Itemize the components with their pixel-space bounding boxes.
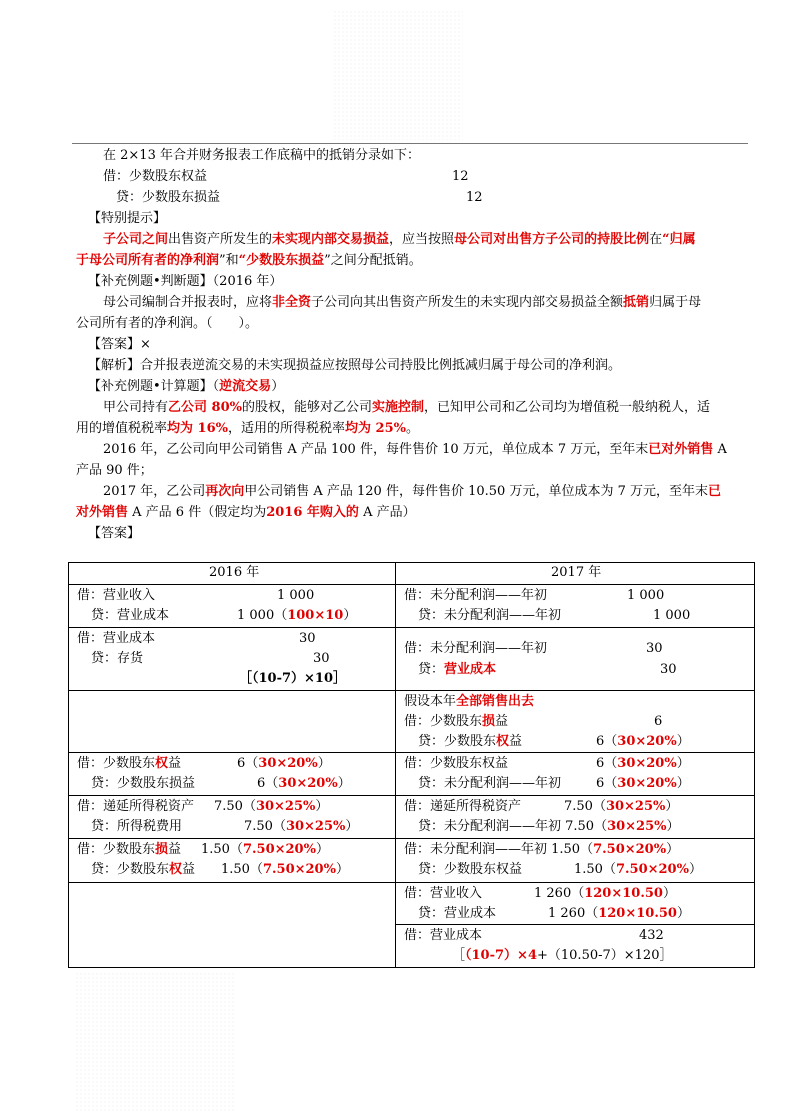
table-row: 借：少数股东权益 6（30×20%） 贷：少数股东损益 6（30×20%） [69,753,396,796]
table-row [69,883,396,967]
calc-para-2017b: 对外销售 A 产品 6 件（假定均为2016 年购入的 A 产品） [76,505,416,520]
table-row: 借：少数股东权益 6（30×20%） 贷：未分配利润——年初 6（30×20%） [396,753,754,796]
entry-credit-amount: 12 [466,190,483,205]
answer-heading: 【答案】 [88,526,141,541]
table-row: 借：营业成本 30 贷：存货 30 ［（10-7）×10］ [69,628,396,691]
tip-line-1: 子公司之间出售资产所发生的未实现内部交易损益，应当按照母公司对出售方子公司的持股比例在“归属 [103,232,696,247]
tip-line-2: 于母公司所有者的净利润”和“少数股东损益”之间分配抵销。 [76,253,422,268]
table-row: 借：未分配利润——年初 1 000 贷：未分配利润——年初 1 000 [396,585,754,628]
table-row: 借：营业成本 432 ［（10-7）×4+（10.50-7）×120］ [404,928,673,963]
table-row: 借：营业收入 1 000 贷：营业成本 1 000（100×10） [69,585,396,628]
calc-para-1: 甲公司持有乙公司 80%的股权，能够对乙公司实施控制，已知甲公司和乙公司均为增值税一般纳税人，适 [103,400,711,415]
table-header-2017: 2017 年 [396,563,754,585]
calc-para-2016b: 产品 90 件； [76,463,153,478]
table-header-2016: 2016 年 [69,563,396,585]
answer-table [68,562,755,968]
table-row: 借：递延所得税资产 7.50（30×25%） 贷：未分配利润——年初 7.50（30×25%） [396,796,754,839]
example-judgment-heading: 【补充例题•判断题】（2016 年） [88,274,283,289]
judgment-question-1: 母公司编制合并报表时，应将非全资子公司向其出售资产所发生的未实现内部交易损益全额抵销归属于母 [103,295,702,310]
judgment-question-2: 公司所有者的净利润。（ ）。 [76,316,259,331]
table-row: 借：少数股东损益 1.50（7.50×20%） 贷：少数股东权益 1.50（7.50×20%） [69,839,396,883]
answer-line: 【答案】× [88,337,151,352]
table-row: 借：营业收入 1 260（120×10.50） 贷：营业成本 1 260（120×10.50） [396,883,754,925]
special-tip-heading: 【特别提示】 [88,211,167,226]
bottom-watermark-noise [75,972,235,1112]
calc-para-1b: 用的增值税税率均为 16%，适用的所得税税率均为 25%。 [76,421,420,436]
table-row: 借：未分配利润——年初 30 贷：营业成本 30 [396,628,754,691]
table-row: 假设本年全部销售出去 借：少数股东损益 6 贷：少数股东权益 6（30×20%） [396,691,754,753]
entry-debit: 借：少数股东权益 [103,169,208,184]
entry-debit-amount: 12 [452,169,469,184]
intro-line: 在 2×13 年合并财务报表工作底稿中的抵销分录如下： [103,148,420,163]
table-row: 借：未分配利润——年初 1.50（7.50×20%） 贷：少数股东权益 1.50（7.50×20%） [396,839,754,883]
analysis-line: 【解析】合并报表逆流交易的未实现损益应按照母公司持股比例抵减归属于母公司的净利润。 [88,358,622,373]
example-calc-heading: 【补充例题•计算题】（逆流交易） [88,379,285,394]
calc-para-2016: 2016 年，乙公司向甲公司销售 A 产品 100 件，每件售价 10 万元，单位成本 7 万元，至年末已对外销售 A [103,442,727,457]
table-row [69,691,396,753]
table-row: 借：递延所得税资产 7.50（30×25%） 贷：所得税费用 7.50（30×25%） [69,796,396,839]
entry-credit: 贷：少数股东损益 [116,190,221,205]
calc-para-2017: 2017 年，乙公司再次向甲公司销售 A 产品 120 件，每件售价 10.50 万元，单位成本为 7 万元，至年末已 [103,484,721,499]
